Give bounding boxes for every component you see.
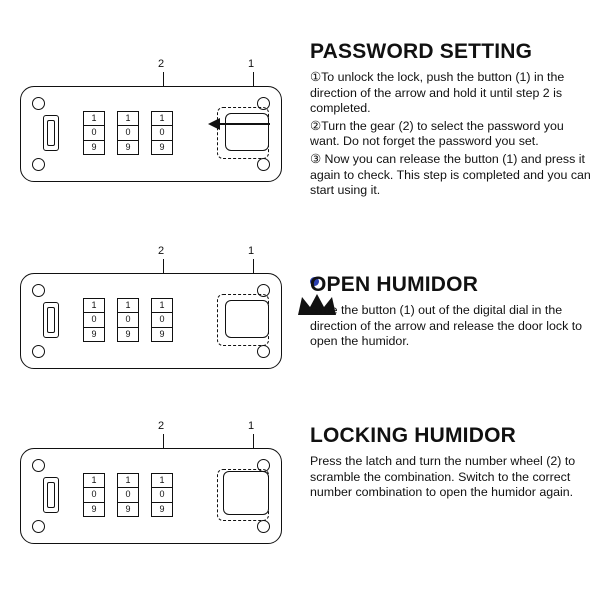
dial-digit: 0: [118, 488, 138, 502]
screw-icon: [32, 345, 45, 358]
dial-wheel[interactable]: [83, 298, 105, 342]
dial-wheel[interactable]: [151, 298, 173, 342]
lock-body-1: [20, 86, 282, 182]
dial-digit: 1: [84, 299, 104, 313]
dial-digit: 0: [84, 488, 104, 502]
dial-wheel[interactable]: [83, 473, 105, 517]
screw-icon: [257, 520, 270, 533]
dial-digit: 0: [84, 313, 104, 327]
text-open-humidor: [310, 273, 592, 352]
dial-digit: 9: [159, 503, 165, 514]
dial-digit: 9: [125, 503, 131, 514]
dial-digit: 9: [91, 141, 97, 152]
screw-icon: [32, 520, 45, 533]
slide-button[interactable]: [225, 300, 269, 338]
dial-digit: 9: [125, 328, 131, 339]
paragraph: ②Turn the gear (2) to select the password you want. Do not forget the password you set.: [310, 118, 564, 149]
callout-button-3: 1: [248, 420, 255, 432]
screw-icon: [32, 284, 45, 297]
lock-body-2: [20, 273, 282, 369]
dial-digit: 9: [91, 503, 97, 514]
slide-button[interactable]: [223, 471, 269, 515]
heading-open-humidor: OPEN HUMIDOR: [310, 273, 479, 296]
paragraph: ①To unlock the lock, push the button (1) in the direction of the arrow and hold it until step 2 is completed.: [310, 70, 565, 116]
dial-digit: 1: [152, 299, 172, 313]
dial-wheel[interactable]: [151, 111, 173, 155]
dial-wheel[interactable]: [117, 298, 139, 342]
panel-open-humidor: [0, 215, 600, 385]
screw-icon: [32, 158, 45, 171]
dial-digit: 1: [118, 474, 138, 488]
callout-gear-3: 2: [158, 420, 165, 432]
dial-wheel[interactable]: [117, 473, 139, 517]
dial-digit: 1: [152, 474, 172, 488]
callout-button-2: 1: [248, 245, 255, 257]
paragraph: Slide the button (1) out of the digital dial in the direction of the arrow and release the door lock to open the humidor.: [310, 303, 583, 349]
dial-wheel[interactable]: [117, 111, 139, 155]
number-dials-3: [83, 473, 173, 517]
dial-digit: 0: [152, 313, 172, 327]
dial-digit: 1: [84, 474, 104, 488]
dial-digit: 9: [125, 141, 131, 152]
number-dials-1: [83, 111, 173, 155]
paragraph: ③ Now you can release the button (1) and press it again to check. This step is completed and you can start using it.: [310, 151, 591, 198]
dial-digit: 0: [152, 488, 172, 502]
arrow-left-icon: [208, 118, 270, 130]
callout-gear-2: 2: [158, 245, 165, 257]
text-password-setting: [310, 40, 592, 201]
dial-digit: 1: [84, 112, 104, 126]
lock-diagram-1: [12, 58, 292, 188]
screw-icon: [32, 97, 45, 110]
dial-digit: 0: [84, 126, 104, 140]
paragraph: Press the latch and turn the number wheel (2) to scramble the combination. Switch to the correct number combination to open the humidor again.: [310, 454, 576, 500]
panel-password-setting: [0, 28, 600, 208]
latch-slot: [43, 302, 59, 338]
screw-icon: [257, 345, 270, 358]
number-dials-2: [83, 298, 173, 342]
panel-locking-humidor: [0, 390, 600, 570]
lock-diagram-2: [12, 245, 292, 375]
latch-slot: [43, 115, 59, 151]
body-password-setting: [310, 70, 592, 199]
dial-digit: 0: [118, 313, 138, 327]
dial-digit: 9: [91, 328, 97, 339]
dial-digit: 1: [118, 299, 138, 313]
dial-wheel[interactable]: [151, 473, 173, 517]
dial-digit: 1: [118, 112, 138, 126]
dial-digit: 0: [152, 126, 172, 140]
screw-icon: [32, 459, 45, 472]
callout-button-1: 1: [248, 58, 255, 70]
callout-gear-1: 2: [158, 58, 165, 70]
body-open-humidor: [310, 303, 592, 350]
latch-slot: [43, 477, 59, 513]
dial-digit: 1: [152, 112, 172, 126]
lock-diagram-3: [12, 420, 292, 550]
body-locking-humidor: [310, 454, 592, 501]
dial-digit: 9: [159, 141, 165, 152]
dial-digit: 9: [159, 328, 165, 339]
heading-password-setting: PASSWORD SETTING: [310, 40, 533, 63]
lock-body-3: [20, 448, 282, 544]
dial-digit: 0: [118, 126, 138, 140]
dial-wheel[interactable]: [83, 111, 105, 155]
screw-icon: [257, 158, 270, 171]
heading-locking-humidor: LOCKING HUMIDOR: [310, 424, 516, 447]
text-locking-humidor: [310, 424, 592, 503]
